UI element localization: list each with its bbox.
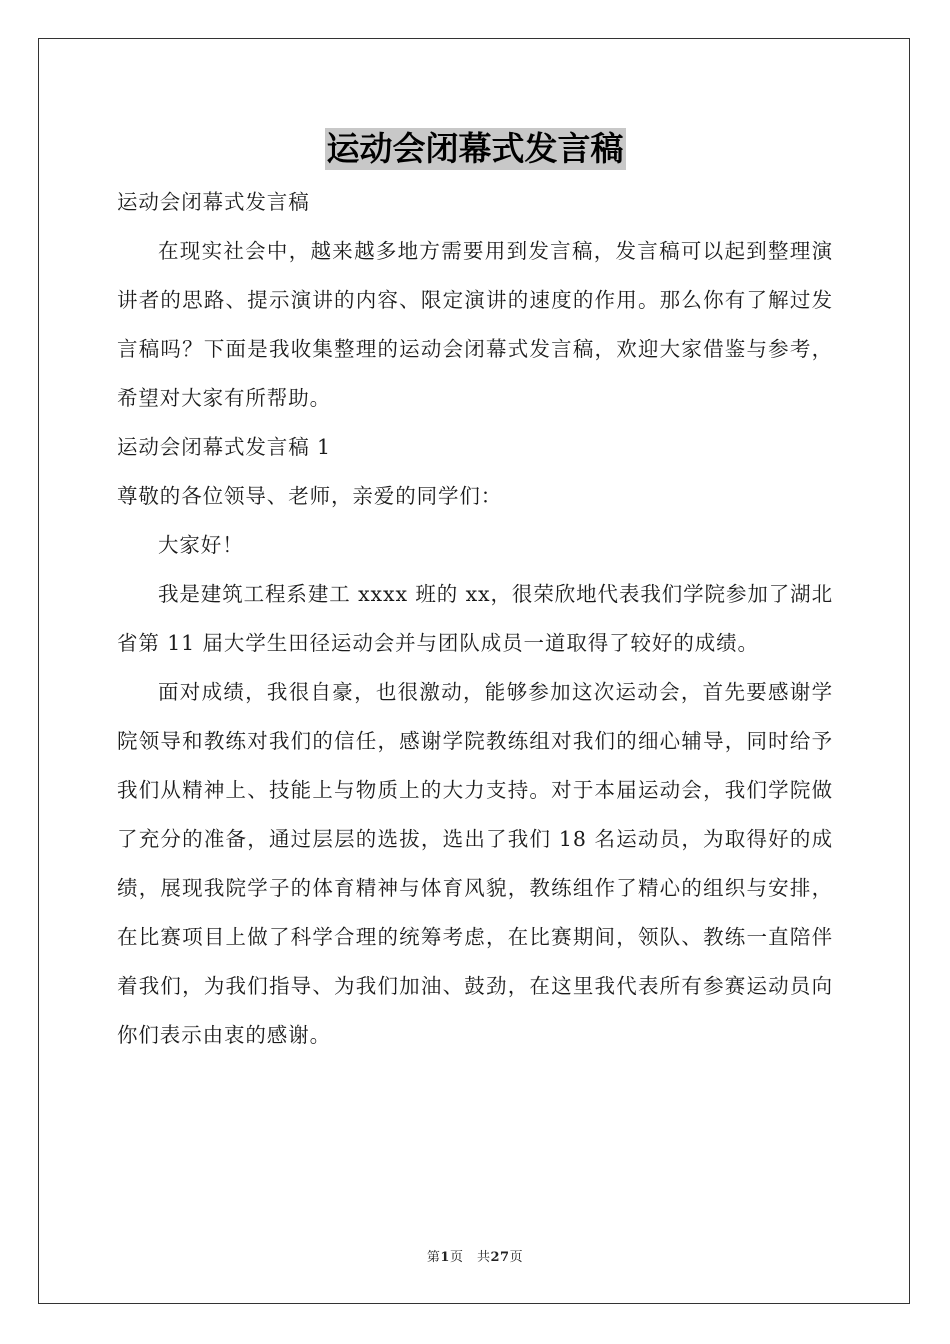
footer-mid: 页 共 <box>449 1250 491 1265</box>
body-paragraph: 面对成绩，我很自豪，也很激动，能够参加这次运动会，首先要感谢学院领导和教练对我们的信任，感谢学院教练组对我们的细心辅导，同时给予我们从精神上、技能上与物质上的大力支持。对于本届运动会，我们学院做了充分的准备，通过层层的选拔，选出了我们 18 名运动员，为取得好的成绩，展现我院学子的体育精神与体育风貌，教练组作了精心的组织与安排，在比赛项目上做了科学合理的统筹考虑，在比赛期间，领队、教练一直陪伴着我们，为我们指导、为我们加油、鼓劲，在这里我代表所有参赛运动员向你们表示由衷的感谢。 <box>117 680 833 1047</box>
document-title: 运动会闭幕式发言稿 <box>326 129 624 168</box>
section-heading: 运动会闭幕式发言稿 1 <box>117 435 331 459</box>
subtitle-paragraph: 运动会闭幕式发言稿 <box>117 190 310 214</box>
intro-paragraph: 在现实社会中，越来越多地方需要用到发言稿，发言稿可以起到整理演讲者的思路、提示演讲的内容、限定演讲的速度的作用。那么你有了解过发言稿吗？下面是我收集整理的运动会闭幕式发言稿，欢迎大家借鉴与参考，希望对大家有所帮助。 <box>117 239 833 410</box>
body-paragraph: 我是建筑工程系建工 xxxx 班的 xx，很荣欣地代表我们学院参加了湖北省第 11 届大学生田径运动会并与团队成员一道取得了较好的成绩。 <box>117 582 833 655</box>
total-pages: 27 <box>490 1250 510 1265</box>
greeting-paragraph: 大家好！ <box>158 533 244 557</box>
footer-suffix: 页 <box>509 1250 524 1265</box>
footer-prefix: 第 <box>426 1250 441 1265</box>
title-container <box>0 128 950 170</box>
page-footer <box>0 1246 950 1265</box>
document-body <box>117 178 833 1060</box>
salutation-paragraph: 尊敬的各位领导、老师，亲爱的同学们： <box>117 484 503 508</box>
page-number: 1 <box>440 1250 450 1265</box>
